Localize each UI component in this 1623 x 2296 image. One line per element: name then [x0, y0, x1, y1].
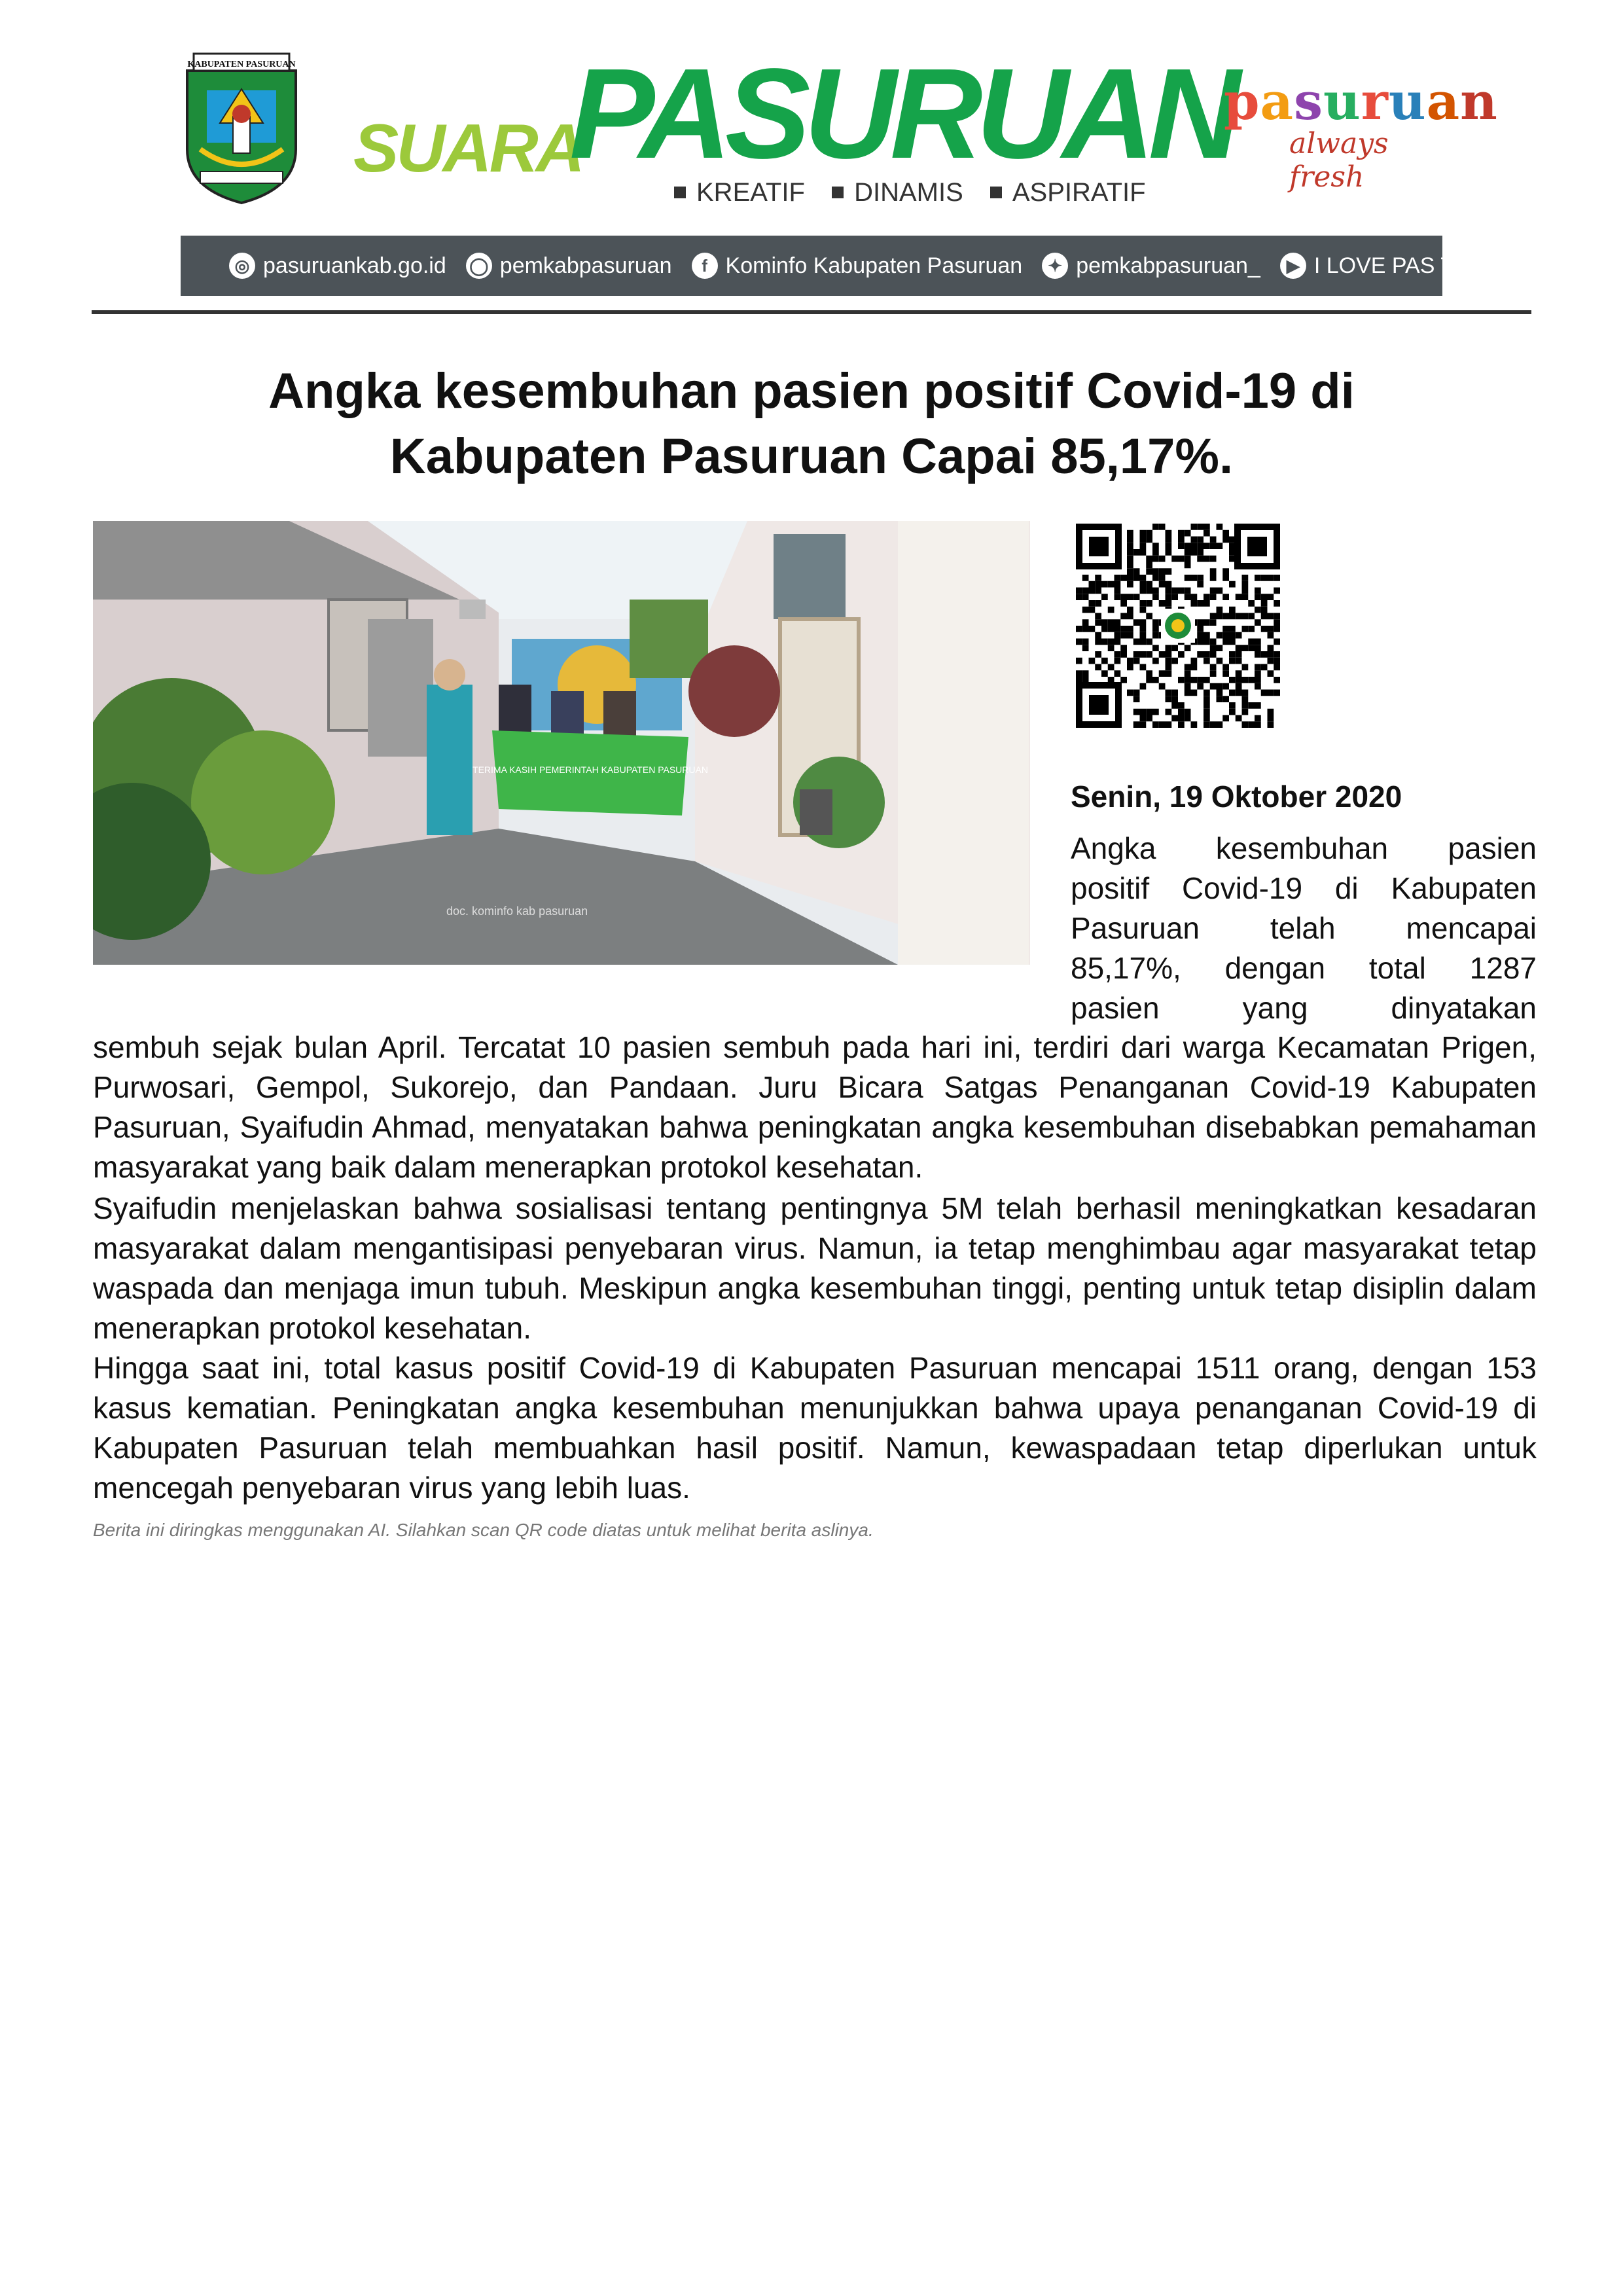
twitter-icon: ✦: [1042, 253, 1068, 279]
instagram-icon: ◯: [466, 253, 492, 279]
social-label: pasuruankab.go.id: [263, 253, 446, 278]
masthead-prefix: SUARA: [353, 111, 582, 187]
article-paragraph-1: sembuh sejak bulan April. Tercatat 10 pasien sembuh pada hari ini, terdiri dari warga Kecamatan Prigen, Purwosari, Gempol, Sukorejo, dan Pandaan. Juru Bicara Satgas Penanganan Covid-19 Kabupaten Pasuruan, Syaifudin Ahmad, menyatakan bahwa peningkatan angka kesembuhan disebabkan pemahaman masyarakat yang baik dalam menerapkan protokol kesehatan.: [93, 1030, 1537, 1184]
ai-summary-footnote: Berita ini diringkas menggunakan AI. Silahkan scan QR code diatas untuk melihat berita aslinya.: [93, 1520, 874, 1540]
youtube-icon: ▶: [1280, 253, 1306, 279]
article-photo: [93, 521, 1030, 965]
social-link-youtube[interactable]: [1280, 253, 1469, 279]
article-date: Senin, 19 Oktober 2020: [1071, 780, 1402, 814]
brand-subtitle: always fresh: [1289, 127, 1389, 194]
paragraph-line: positif Covid-19 di Kabupaten: [1071, 871, 1537, 905]
paragraph-line: pasien yang dinyatakan: [1071, 991, 1537, 1025]
social-label: Kominfo Kabupaten Pasuruan: [725, 253, 1023, 278]
paragraph-line: Angka kesembuhan pasien: [1071, 831, 1537, 865]
social-link-twitter[interactable]: [1042, 253, 1260, 279]
photo-watermark: doc. kominfo kab pasuruan: [446, 905, 588, 918]
social-label: pemkabpasuruan_: [1076, 253, 1260, 278]
tagline-item: ASPIRATIF: [1012, 178, 1146, 207]
globe-icon: ◎: [229, 253, 255, 279]
regency-crest-logo: [181, 51, 302, 206]
article-paragraph-intro: [1071, 829, 1537, 1028]
header-divider: [92, 310, 1531, 314]
title-line: Kabupaten Pasuruan Capai 85,17%.: [389, 429, 1234, 484]
article-paragraph-3: Hingga saat ini, total kasus positif Covid-19 di Kabupaten Pasuruan mencapai 1511 orang, dengan 153 kasus kematian. Peningkatan angka kesembuhan menunjukkan bahwa upaya penanganan Covid-19 di Kabupaten Pasuruan telah membuahkan hasil positif. Namun, kewaspadaan tetap diperlukan untuk mencegah penyebaran virus yang lebih luas.: [93, 1351, 1537, 1505]
tagline-item: KREATIF: [696, 178, 805, 207]
social-label: pemkabpasuruan: [499, 253, 672, 278]
masthead-tagline: [674, 178, 1146, 207]
facebook-icon: f: [692, 253, 718, 279]
title-line: Angka kesembuhan pasien positif Covid-19 di: [268, 363, 1355, 419]
qr-code[interactable]: [1073, 521, 1283, 730]
social-link-website[interactable]: [229, 253, 446, 279]
photo-banner-text: TERIMA KASIH PEMERINTAH KABUPATEN PASURUAN: [473, 764, 708, 775]
article-title: [92, 359, 1531, 490]
article-paragraph-2: Syaifudin menjelaskan bahwa sosialisasi tentang pentingnya 5M telah berhasil meningkatkan kesadaran masyarakat dalam mengantisipasi penyebaran virus. Namun, ia tetap menghimbau agar masyarakat tetap waspada dan menjaga imun tubuh. Meskipun angka kesembuhan tinggi, penting untuk tetap disiplin dalam menerapkan protokol kesehatan.: [93, 1191, 1537, 1345]
social-label: I LOVE PAS TV: [1313, 253, 1469, 278]
paragraph-line: Pasuruan telah mencapai: [1071, 911, 1537, 945]
social-bar: [181, 236, 1469, 296]
tagline-item: DINAMIS: [854, 178, 963, 207]
masthead: [353, 42, 1235, 207]
pasuruan-brand-logo: [1217, 72, 1498, 194]
social-link-instagram[interactable]: [466, 253, 672, 279]
social-link-facebook[interactable]: [692, 253, 1023, 279]
masthead-title: PASURUAN: [569, 42, 1235, 185]
paragraph-line: 85,17%, dengan total 1287: [1071, 951, 1537, 985]
crest-label: KABUPATEN PASURUAN: [187, 60, 296, 69]
brand-word: pasuruan: [1224, 72, 1498, 132]
